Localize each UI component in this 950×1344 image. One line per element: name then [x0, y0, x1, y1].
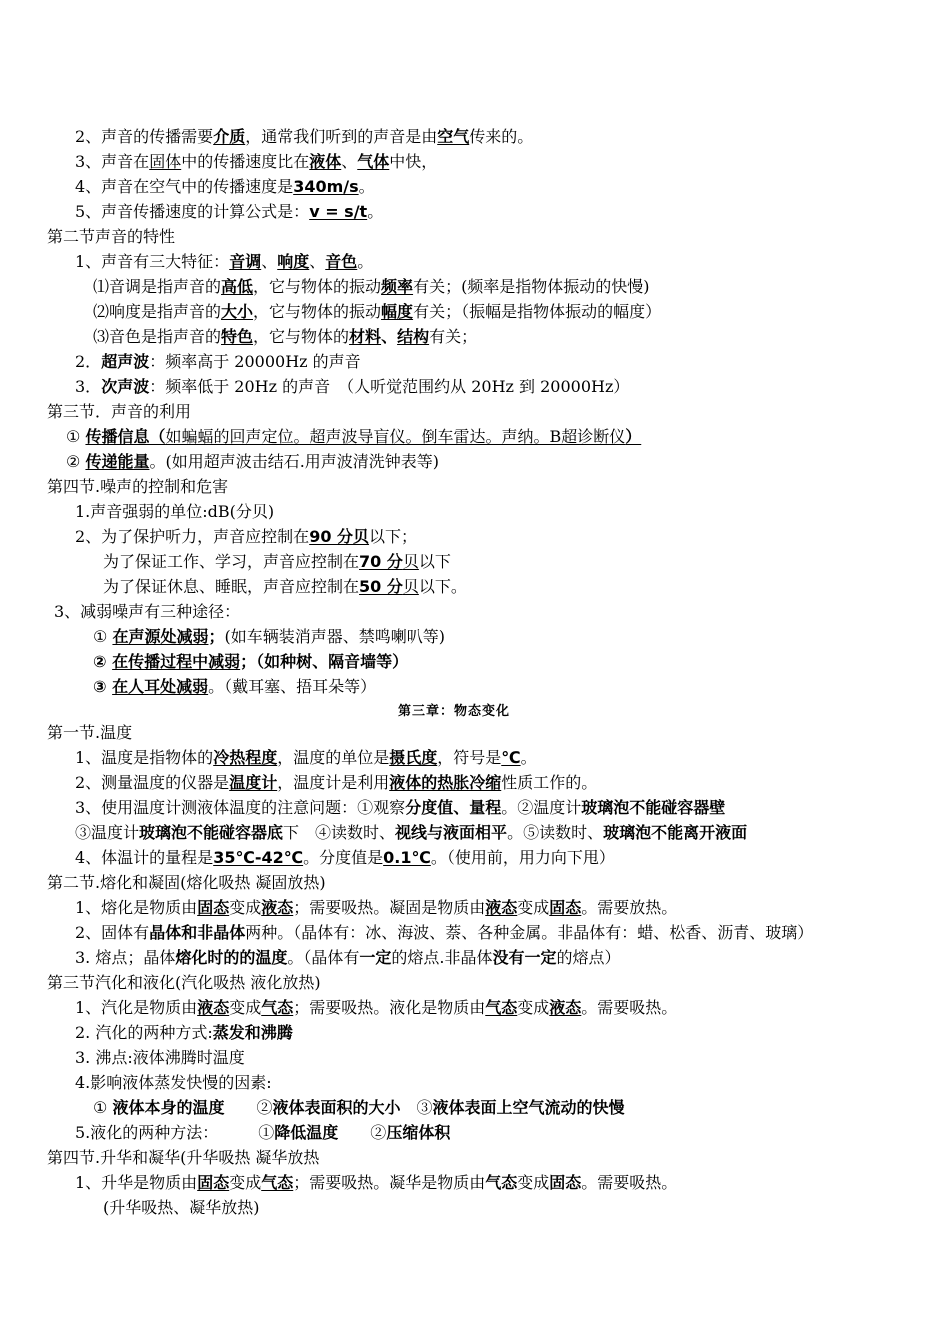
emphasized-text: 液态 — [485, 898, 518, 917]
text-line — [47, 226, 175, 248]
text-run: 。⑤读数时、 — [507, 823, 604, 842]
emphasized-text: ； — [208, 627, 225, 646]
emphasized-text: 固态 — [549, 898, 582, 917]
text-line — [93, 301, 661, 323]
text-run: 5、声音传播速度的计算公式是： — [75, 202, 310, 221]
emphasized-text: 液体表面积的大小 — [272, 1098, 401, 1117]
text-run: 1、汽化是物质由 — [75, 998, 198, 1017]
text-run: 、 — [309, 252, 326, 271]
text-run: 。②温度计 — [501, 798, 582, 817]
emphasized-text: 介质 — [213, 127, 246, 146]
text-line — [75, 1172, 677, 1194]
text-line — [75, 897, 677, 919]
text-run: 、 — [261, 252, 278, 271]
text-run: 2、为了保护听力，声音应控制在 — [75, 527, 310, 546]
emphasized-text: 玻璃泡不能碰容器底 — [139, 823, 284, 842]
text-run: 变成 — [229, 898, 262, 917]
emphasized-text: 贝 — [402, 577, 419, 596]
text-line — [75, 201, 383, 223]
text-run: 。(如用超声波击结石.用声波清洗钟表等) — [149, 452, 440, 471]
text-run: ：频率低于 20Hz 的声音 （人听觉范围约从 20Hz 到 20000Hz） — [149, 377, 630, 396]
emphasized-text: 量程 — [469, 798, 502, 817]
text-run: ：频率高于 20000Hz 的声音 — [149, 352, 361, 371]
text-run: ，符号是 — [437, 748, 502, 767]
text-run: 1、声音有三大特征： — [75, 252, 230, 271]
emphasized-text: 如蝙蝠的回声定位。超声波导盲仪。倒车雷达。声纳。B超诊断仪 — [165, 427, 626, 446]
text-line — [103, 1197, 260, 1219]
text-run: ，它与物体的 — [253, 327, 350, 346]
text-run: ⑵响度是指声音的 — [93, 302, 222, 321]
text-run: ② — [338, 1123, 387, 1142]
text-line — [75, 1072, 272, 1094]
text-run: ① — [93, 1098, 113, 1117]
emphasized-text: 70 分 — [359, 552, 403, 571]
text-run: ；需要吸热。液化是物质由 — [293, 998, 486, 1017]
emphasized-text: 固态 — [549, 1173, 582, 1192]
text-line — [398, 699, 510, 721]
emphasized-text: 0.1℃ — [383, 848, 431, 867]
emphasized-text: 玻璃泡不能离开液面 — [603, 823, 748, 842]
text-run: 。（使用前，用力向下甩） — [430, 848, 615, 867]
text-line — [75, 176, 375, 198]
emphasized-text: 固体 — [149, 152, 182, 171]
text-run: (如车辆装消声器、禁鸣喇叭等) — [224, 627, 445, 646]
text-line — [93, 676, 376, 698]
emphasized-text: 超声波 — [101, 352, 150, 371]
emphasized-text: 没有一定 — [492, 948, 557, 967]
emphasized-text: 熔化时的的温度 — [175, 948, 288, 967]
emphasized-text: 气态 — [261, 1173, 294, 1192]
emphasized-text: 在传播过程中减弱 — [112, 652, 241, 671]
text-run: ，温度计是利用 — [277, 773, 390, 792]
text-run: 2． — [75, 352, 102, 371]
emphasized-text: 液体本身的温度 — [112, 1098, 225, 1117]
text-run: 。 — [520, 748, 537, 767]
text-line — [93, 276, 650, 298]
emphasized-text: 气体 — [357, 152, 390, 171]
emphasized-text: 液体 — [309, 152, 342, 171]
text-run: 2、测量温度的仪器是 — [75, 773, 230, 792]
emphasized-text: 传递能量 — [85, 452, 150, 471]
text-line — [75, 772, 597, 794]
emphasized-text: 气态 — [261, 998, 294, 1017]
emphasized-text: 大小 — [221, 302, 254, 321]
text-run: 。需要吸热。 — [581, 1173, 678, 1192]
text-run: 以下 — [418, 552, 451, 571]
text-run: 变成 — [229, 1173, 262, 1192]
emphasized-text: 冷热程度 — [213, 748, 278, 767]
text-run: 、 — [341, 152, 358, 171]
text-run: 3． — [75, 377, 102, 396]
text-run: 。 — [357, 252, 374, 271]
emphasized-text: 空气 — [437, 127, 470, 146]
text-run: 2、声音的传播需要 — [75, 127, 214, 146]
text-run: 3. 沸点:液体沸腾时温度 — [75, 1048, 245, 1067]
text-run: ，通常我们听到的声音是由 — [245, 127, 438, 146]
text-run: 1、熔化是物质由 — [75, 898, 198, 917]
text-line — [75, 351, 361, 373]
text-run: 为了保证工作、学习，声音应控制在 — [103, 552, 360, 571]
text-line — [47, 1147, 319, 1169]
emphasized-text: 音色 — [325, 252, 358, 271]
text-run: 4、声音在空气中的传播速度是 — [75, 177, 294, 196]
text-line — [47, 972, 321, 994]
text-run: 变成 — [517, 1173, 550, 1192]
emphasized-text: 音调 — [229, 252, 262, 271]
text-line — [47, 872, 326, 894]
text-line — [75, 997, 677, 1019]
text-run: 1.声音强弱的单位:dB(分贝) — [75, 502, 275, 521]
text-run: 1、温度是指物体的 — [75, 748, 214, 767]
text-run: 。 — [358, 177, 375, 196]
emphasized-text: 液体的热胀冷缩 — [389, 773, 502, 792]
text-line — [75, 822, 747, 844]
emphasized-text: v = s/t — [309, 202, 368, 221]
text-run: 3. 熔点；晶体 — [75, 948, 176, 967]
text-run: 中的传播速度比在 — [181, 152, 310, 171]
text-run: 为了保证休息、睡眠，声音应控制在 — [103, 577, 360, 596]
text-run: 第二节声音的特性 — [47, 227, 176, 246]
emphasized-text: 340m/s — [293, 177, 359, 196]
text-line — [75, 947, 621, 969]
text-line — [93, 651, 408, 673]
emphasized-text: ② — [93, 652, 113, 671]
text-line — [75, 1022, 293, 1044]
emphasized-text: 、 — [381, 327, 398, 346]
text-line — [75, 1047, 245, 1069]
text-run: 有关；（振幅是指物体振动的幅度） — [413, 302, 662, 321]
emphasized-text: 分度值 — [405, 798, 454, 817]
text-line — [47, 722, 132, 744]
emphasized-text: ℃ — [501, 748, 521, 767]
text-run: 传来的。 — [469, 127, 534, 146]
emphasized-text: 材料 — [349, 327, 382, 346]
emphasized-text: 蒸发和沸腾 — [212, 1023, 293, 1042]
text-line — [75, 847, 615, 869]
text-run: 1、升华是物质由 — [75, 1173, 198, 1192]
text-line — [75, 747, 537, 769]
text-line — [93, 1097, 625, 1119]
emphasized-text: 一定 — [359, 948, 392, 967]
text-run: ① — [66, 427, 86, 446]
emphasized-text: 液态 — [261, 898, 294, 917]
text-line — [93, 326, 477, 348]
emphasized-text: 结构 — [397, 327, 430, 346]
emphasized-text: 气态 — [485, 998, 518, 1017]
emphasized-text: 液体表面上空气流动的快慢 — [432, 1098, 625, 1117]
text-run: 。 — [367, 202, 384, 221]
text-run: 4.影响液体蒸发快慢的因素: — [75, 1073, 272, 1092]
text-run: 3、减弱噪声有三种途径： — [54, 602, 241, 621]
text-run: 。需要吸热。 — [581, 998, 678, 1017]
text-run: ① — [93, 627, 113, 646]
text-run: 的熔点） — [556, 948, 621, 967]
text-run: 第三节汽化和液化(汽化吸热 液化放热) — [47, 973, 321, 992]
emphasized-text: 在人耳处减弱 — [112, 677, 209, 696]
text-run: 。需要放热。 — [581, 898, 678, 917]
text-run: ③ — [400, 1098, 433, 1117]
text-run: 2. 汽化的两种方式: — [75, 1023, 213, 1042]
emphasized-text: 响度 — [277, 252, 310, 271]
text-run: ⑴音调是指声音的 — [93, 277, 222, 296]
text-run: ② — [66, 452, 86, 471]
emphasized-text: 气态 — [485, 1173, 518, 1192]
text-run: ，它与物体的振动 — [253, 302, 382, 321]
emphasized-text: 传播信息（ — [85, 427, 166, 446]
text-line — [103, 551, 451, 573]
text-run: ⑶音色是指声音的 — [93, 327, 222, 346]
text-run: (升华吸热、凝华放热) — [103, 1198, 260, 1217]
emphasized-text: 特色 — [221, 327, 254, 346]
text-run: 第四节.升华和凝华(升华吸热 凝华放热 — [47, 1148, 320, 1167]
text-line — [75, 151, 437, 173]
emphasized-text: 固态 — [197, 898, 230, 917]
text-run: 4、体温计的量程是 — [75, 848, 214, 867]
text-run: 有关；(频率是指物体振动的快慢) — [413, 277, 650, 296]
text-run: 第二节.熔化和凝固(熔化吸热 凝固放热) — [47, 873, 326, 892]
text-run: ；需要吸热。凝华是物质由 — [293, 1173, 486, 1192]
text-run: ；需要吸热。凝固是物质由 — [293, 898, 486, 917]
text-run: 2、固体有 — [75, 923, 150, 942]
text-line — [75, 797, 725, 819]
text-run: 以下； — [369, 527, 418, 546]
text-run: ② — [224, 1098, 273, 1117]
text-line — [75, 126, 533, 148]
emphasized-text: 液态 — [197, 998, 230, 1017]
emphasized-text: 90 分贝 — [309, 527, 370, 546]
text-run: 两种。（晶体有：冰、海波、萘、各种金属。非晶体有：蜡、松香、沥青、玻璃） — [245, 923, 814, 942]
emphasized-text: 、 — [453, 798, 470, 817]
text-run: 的熔点.非晶体 — [391, 948, 493, 967]
text-run: ，它与物体的振动 — [253, 277, 382, 296]
text-run: 3、声音在 — [75, 152, 150, 171]
emphasized-text: 在声源处减弱 — [112, 627, 209, 646]
emphasized-text: 液态 — [549, 998, 582, 1017]
text-line — [47, 476, 228, 498]
text-run: 3、使用温度计测液体温度的注意问题：①观察 — [75, 798, 406, 817]
text-line — [75, 251, 373, 273]
emphasized-text: 频率 — [381, 277, 414, 296]
text-run: 以下。 — [418, 577, 467, 596]
text-line — [66, 426, 641, 448]
text-line — [75, 501, 274, 523]
text-run: 下 ④读数时、 — [283, 823, 396, 842]
text-run: 。（戴耳塞、捂耳朵等） — [208, 677, 377, 696]
emphasized-text: 次声波 — [101, 377, 150, 396]
emphasized-text: 玻璃泡不能碰容器壁 — [581, 798, 726, 817]
text-run: 5.液化的两种方法： ① — [75, 1123, 275, 1142]
emphasized-text: 贝 — [402, 552, 419, 571]
emphasized-text: ） — [625, 427, 642, 446]
emphasized-text: 摄氏度 — [389, 748, 438, 767]
text-line — [75, 922, 813, 944]
text-run: ③温度计 — [75, 823, 140, 842]
text-run: 。（晶体有 — [287, 948, 360, 967]
emphasized-text: 35℃-42℃ — [213, 848, 304, 867]
text-line — [75, 1122, 450, 1144]
emphasized-text: 温度计 — [229, 773, 278, 792]
emphasized-text: ；（如种树、隔音墙等） — [240, 652, 409, 671]
text-run: 有关； — [429, 327, 478, 346]
emphasized-text: 降低温度 — [274, 1123, 339, 1142]
text-line — [54, 601, 240, 623]
text-line — [75, 526, 417, 548]
emphasized-text: 晶体和非晶体 — [149, 923, 246, 942]
text-run: ，温度的单位是 — [277, 748, 390, 767]
text-run: 中快， — [389, 152, 438, 171]
text-run: 变成 — [517, 898, 550, 917]
text-line — [75, 376, 629, 398]
text-run: 第四节.噪声的控制和危害 — [47, 477, 229, 496]
emphasized-text: 50 分 — [359, 577, 403, 596]
emphasized-text: 压缩体积 — [386, 1123, 451, 1142]
text-line — [93, 626, 445, 648]
emphasized-text: 视线与液面相平 — [395, 823, 508, 842]
emphasized-text: ③ — [93, 677, 113, 696]
text-run: 第三节．声音的利用 — [47, 402, 192, 421]
emphasized-text: 幅度 — [381, 302, 414, 321]
text-run: 变成 — [517, 998, 550, 1017]
emphasized-text: 高低 — [221, 277, 254, 296]
emphasized-text: 固态 — [197, 1173, 230, 1192]
text-run: 。分度值是 — [303, 848, 384, 867]
emphasized-text: 第三章：物态变化 — [398, 704, 511, 719]
text-line — [103, 576, 467, 598]
text-line — [47, 401, 191, 423]
text-line — [66, 451, 439, 473]
text-run: 性质工作的。 — [501, 773, 598, 792]
text-run: 变成 — [229, 998, 262, 1017]
text-run: 第一节.温度 — [47, 723, 133, 742]
